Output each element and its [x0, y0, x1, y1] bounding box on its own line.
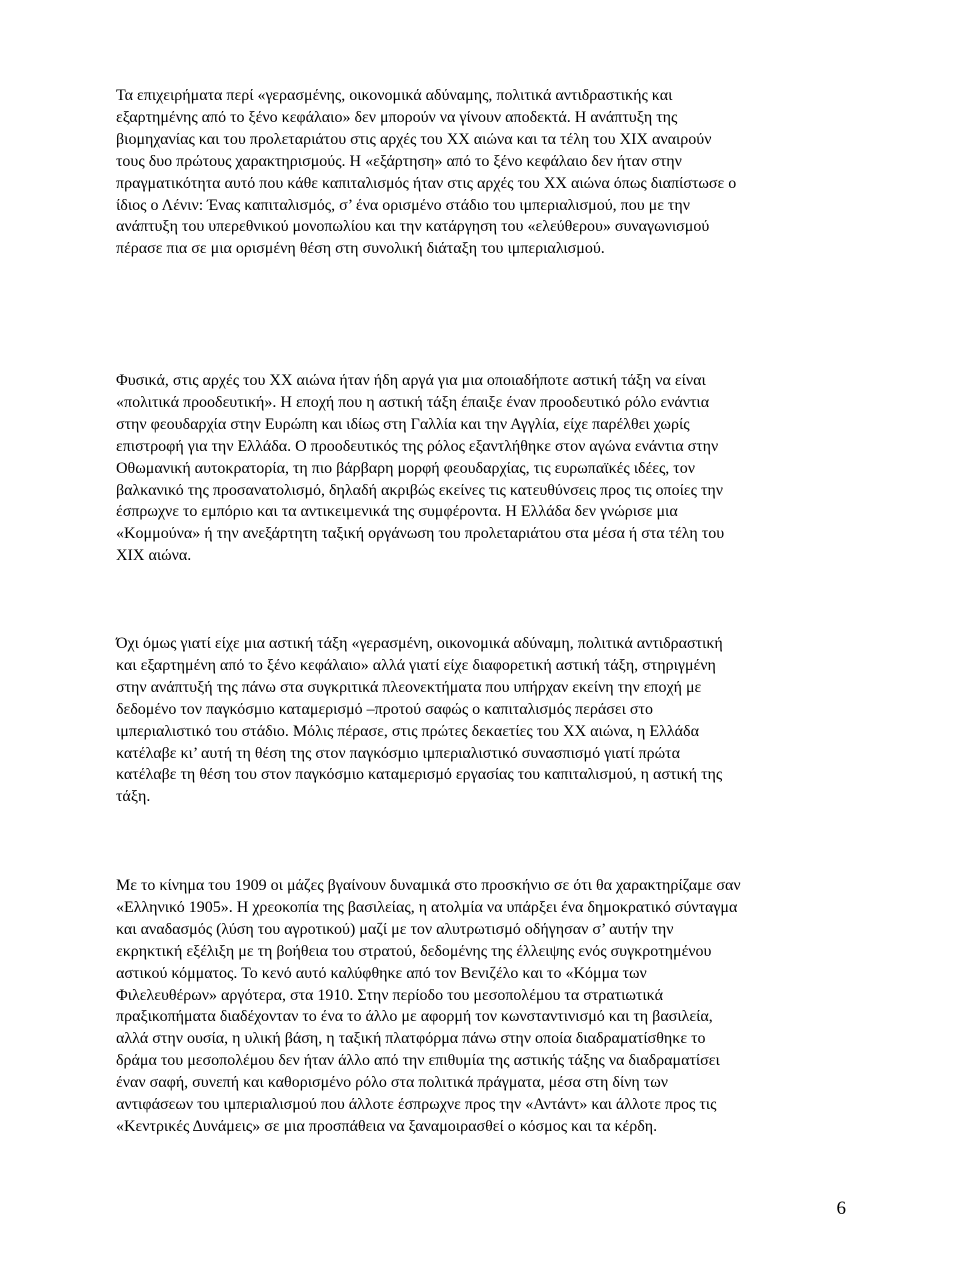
page-number: 6	[836, 1198, 846, 1219]
paragraph-1: Τα επιχειρήματα περί «γερασμένης, οικονομικά αδύναμης, πολιτικά αντιδραστικής και εξαρτημένης από το ξένο κεφάλαιο» δεν μπορούν να γίνουν αποδεκτά. Η ανάπτυξη της βιομηχανίας και του προλεταριάτου στις αρχές του XX αιώνα και τα τέλη του XIX αναιρούν τους δυο πρώτους χαρακτηρισμούς. Η «εξάρτηση» από το ξένο κεφάλαιο δεν ήταν στην πραγματικότητα αυτό που κάθε καπιταλισμός ήταν στις αρχές του XX αιώνα όπως διαπίστωσε ο ίδιος ο Λένιν: Ένας καπιταλισμός, σ’ ένα ορισμένο στάδιο του ιμπεριαλισμού, που με την ανάπτυξη του υπερεθνικού μονοπωλίου και την κατάργηση του «ελεύθερου» συναγωνισμού πέρασε πια σε μια ορισμένη θέση στη συνολική διάταξη του ιμπεριαλισμού.	[116, 87, 737, 258]
paragraph-4: Με το κίνημα του 1909 οι μάζες βγαίνουν δυναμικά στο προσκήνιο σε ότι θα χαρακτηρίζαμε σαν «Ελληνικό 1905». Η χρεοκοπία της βασιλείας, η ατολμία να υπάρξει ένα δημοκρατικό σύνταγμα και αναδασμός (λύση του αγροτικού) μαζί με τον αλυτρωτισμό οδήγησαν σ’ αυτήν την εκρηκτική εξέλιξη με τη βοήθεια του στρατού, δεδομένης της έλλειψης ενός συγκροτημένου αστικού κόμματος. Το κενό αυτό καλύφθηκε από τον Βενιζέλο και το «Κόμμα των Φιλελευθέρων» αργότερα, στα 1910. Στην περίοδο του μεσοπολέμου τα στρατιωτικά πραξικοπήματα διαδέχονταν το ένα το άλλο με αφορμή τον κωνσταντινισμό και τη βασιλεία, αλλά στην ουσία, η υλική βάση, η ταξική πλατφόρμα πάνω στην οποία διαδραματίσθηκε το δράμα του μεσοπολέμου δεν ήταν άλλο από την επιθυμία της αστικής τάξης να διαδραματίσει έναν σαφή, συνεπή και καθορισμένο ρόλο στα πολιτικά πράγματα, μέσα στη δίνη των αντιφάσεων του ιμπεριαλισμού που άλλοτε έσπρωχνε προς την «Αντάντ» και άλλοτε προς τις «Κεντρικές Δυνάμεις» σε μια προσπάθεια να ξαναμοιρασθεί ο κόσμος και τα κέρδη.	[116, 877, 741, 1135]
paragraph-2: Φυσικά, στις αρχές του XX αιώνα ήταν ήδη αργά για μια οποιαδήποτε αστική τάξη να είναι «πολιτικά προοδευτική». Η εποχή που η αστική τάξη έπαιξε έναν προοδευτικό ρόλο ενάντια στην φεουδαρχία στην Ευρώπη και ιδίως στη Γαλλία και την Αγγλία, είχε παρέλθει χωρίς επιστροφή για την Ελλάδα. Ο προοδευτικός της ρόλος εξαντλήθηκε στον αγώνα ενάντια στην Οθωμανική αυτοκρατορία, τη πιο βάρβαρη μορφή φεουδαρχίας, τις ευρωπαϊκές ιδέες, τον βαλκανικό της προσανατολισμό, δηλαδή ακριβώς εκείνες τις κατευθύνσεις προς τις οποίες την έσπρωχνε το εμπόριο και τα αντικειμενικά της συμφέροντα. Η Ελλάδα δεν γνώρισε μια «Κομμούνα» ή την ανεξάρτητη ταξική οργάνωση του προλεταριάτου στα μέσα ή στα τέλη του XIX αιώνα.	[116, 372, 725, 565]
paragraph-3: Όχι όμως γιατί είχε μια αστική τάξη «γερασμένη, οικονομικά αδύναμη, πολιτικά αντιδραστική και εξαρτημένη από το ξένο κεφάλαιο» αλλά γιατί είχε διαφορετική αστική τάξη, στηριγμένη στην ανάπτυξή της πάνω στα συγκριτικά πλεονεκτήματα που υπήρχαν εκείνη την εποχή με δεδομένο τον παγκόσμιο καταμερισμό –προτού σαφώς ο καπιταλισμός περάσει στο ιμπεριαλιστικό του στάδιο. Μόλις πέρασε, στις πρώτες δεκαετίες του XX αιώνα, η Ελλάδα κατέλαβε κι’ αυτή τη θέση της στον παγκόσμιο ιμπεριαλιστικό συνασπισμό γιατί πρώτα κατέλαβε τη θέση του στον παγκόσμιο καταμερισμό εργασίας του καπιταλισμού, η αστική της τάξη.	[116, 635, 723, 806]
